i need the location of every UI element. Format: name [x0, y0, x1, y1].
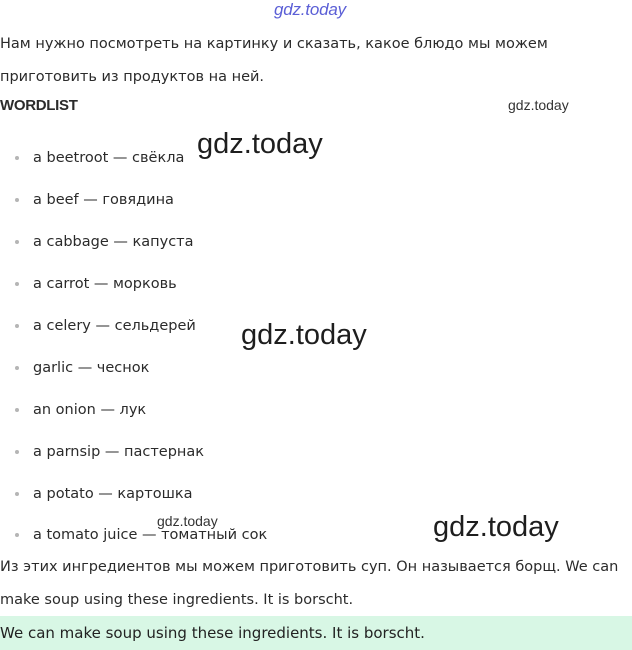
bullet-icon — [15, 533, 19, 537]
word-entry: a beef — говядина — [33, 192, 174, 208]
word-entry: an onion — лук — [33, 402, 147, 418]
answer-text: We can make soup using these ingredients. It is borscht. — [0, 624, 425, 642]
word-entry: a tomato juice — томатный сок — [33, 527, 268, 543]
watermark-top: gdz.today — [274, 0, 346, 19]
word-entry: a beetroot — свёкла — [33, 150, 185, 166]
bullet-icon — [15, 282, 19, 286]
word-entry: a potato — картошка — [33, 486, 193, 502]
bullet-icon — [15, 492, 19, 496]
bullet-icon — [15, 324, 19, 328]
watermark-large-2: gdz.today — [241, 319, 367, 351]
word-entry: garlic — чеснок — [33, 360, 150, 376]
bullet-icon — [15, 240, 19, 244]
bullet-icon — [15, 156, 19, 160]
word-entry: a cabbage — капуста — [33, 234, 194, 250]
intro-line-2: приготовить из продуктов на ней. — [0, 69, 265, 85]
bullet-icon — [15, 450, 19, 454]
bullet-icon — [15, 408, 19, 412]
wordlist-heading: WORDLIST — [0, 97, 78, 114]
watermark-small-bottom: gdz.today — [157, 513, 218, 529]
watermark-right-small: gdz.today — [508, 97, 569, 113]
conclusion-line-1: Из этих ингредиентов мы можем приготовить суп. Он называется борщ. We can — [0, 559, 619, 575]
answer-box — [0, 616, 632, 650]
watermark-large-3: gdz.today — [433, 511, 559, 543]
bullet-icon — [15, 198, 19, 202]
bullet-icon — [15, 366, 19, 370]
word-entry: a celery — сельдерей — [33, 318, 196, 334]
word-entry: a carrot — морковь — [33, 276, 177, 292]
conclusion-line-2: make soup using these ingredients. It is borscht. — [0, 592, 354, 608]
watermark-large-1: gdz.today — [197, 128, 323, 160]
intro-line-1: Нам нужно посмотреть на картинку и сказать, какое блюдо мы можем — [0, 36, 548, 52]
word-entry: a parnsip — пастернак — [33, 444, 205, 460]
